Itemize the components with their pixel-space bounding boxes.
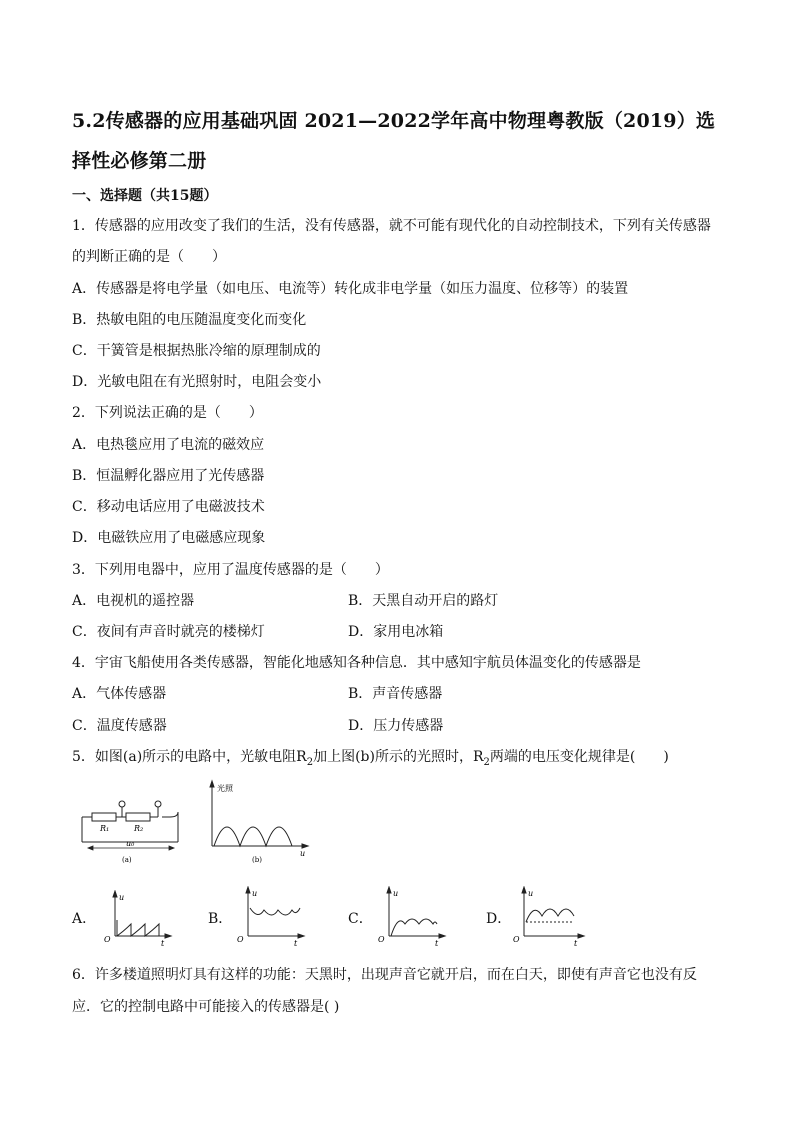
- q5-option-c-graph: [377, 886, 447, 946]
- section-heading: 一、选择题（共15题）: [72, 188, 218, 204]
- opt-b-axis-u: u: [252, 889, 258, 898]
- q1-option-b: B．热敏电阻的电压随温度变化而变化: [72, 312, 307, 328]
- q4-option-b: B．声音传感器: [348, 686, 443, 702]
- q3-option-b: B．天黑自动开启的路灯: [348, 593, 499, 609]
- q1-stem-line2: 的判断正确的是（ ）: [72, 249, 226, 265]
- q3-option-d: D．家用电冰箱: [348, 624, 444, 640]
- figure-b-light-graph: [204, 778, 314, 868]
- opt-a-origin: O: [104, 935, 111, 944]
- q5-option-b-label: B．: [208, 911, 233, 927]
- q2-option-c: C．移动电话应用了电磁波技术: [72, 499, 265, 515]
- fig-b-ylabel: 光照: [217, 784, 233, 793]
- q2-stem: 2．下列说法正确的是（ ）: [72, 405, 263, 421]
- q6-stem-line1: 6．许多楼道照明灯具有这样的功能：天黑时，出现声音它就开启，而在白天，即使有声音它也没有反: [72, 967, 697, 983]
- opt-c-axis-u: u: [393, 889, 399, 898]
- q5-option-b-graph: [236, 886, 306, 946]
- q2-option-a: A．电热毯应用了电流的磁效应: [72, 437, 265, 453]
- q4-option-a: A．气体传感器: [72, 686, 167, 702]
- q1-option-d: D．光敏电阻在有光照射时，电阻会变小: [72, 374, 322, 390]
- q5-option-d-label: D．: [486, 911, 512, 927]
- opt-c-axis-t: t: [435, 939, 439, 946]
- fig-b-xlabel: u: [300, 849, 306, 858]
- figure-a-circuit: [78, 790, 188, 868]
- opt-b-origin: O: [237, 935, 244, 944]
- fig-a-u0-label: u₀: [126, 839, 135, 848]
- opt-b-axis-t: t: [294, 939, 298, 946]
- q5-stem-part1: 5．如图(a)所示的电路中，光敏电阻R: [72, 749, 307, 765]
- page-title: 5.2传感器的应用基础巩固 2021—2022学年高中物理粤教版（2019）选择性必修第二册: [72, 110, 716, 172]
- q5-sub2: 2: [483, 756, 490, 768]
- fig-a-caption: (a): [122, 856, 132, 864]
- q1-stem-line1: 1．传感器的应用改变了我们的生活，没有传感器，就不可能有现代化的自动控制技术，下列有关传感器: [72, 218, 711, 234]
- q5-stem-part2: 加上图(b)所示的光照时，R: [313, 749, 484, 765]
- q1-option-a: A．传感器是将电学量（如电压、电流等）转化成非电学量（如压力温度、位移等）的装置: [72, 281, 629, 297]
- q2-option-b: B．恒温孵化器应用了光传感器: [72, 468, 265, 484]
- fig-a-r1-label: R₁: [100, 824, 110, 833]
- opt-d-axis-u: u: [528, 889, 534, 898]
- q5-stem-part3: 两端的电压变化规律是( ): [489, 749, 669, 765]
- fig-b-caption: (b): [252, 856, 262, 864]
- q5-option-c-label: C．: [348, 911, 373, 927]
- q3-option-c: C．夜间有声音时就亮的楼梯灯: [72, 624, 265, 640]
- opt-d-axis-t: t: [574, 939, 578, 946]
- opt-c-origin: O: [378, 935, 385, 944]
- q1-option-c: C．干簧管是根据热胀冷缩的原理制成的: [72, 343, 321, 359]
- q5-sub1: 2: [306, 756, 314, 768]
- q4-option-c: C．温度传感器: [72, 718, 167, 734]
- q5-stem: [72, 748, 669, 772]
- q4-stem: 4．宇宙飞船使用各类传感器，智能化地感知各种信息．其中感知宇航员体温变化的传感器是: [72, 655, 641, 671]
- q3-option-a: A．电视机的遥控器: [72, 593, 195, 609]
- q5-option-a-label: A．: [72, 911, 97, 927]
- q4-option-d: D．压力传感器: [348, 718, 444, 734]
- q6-stem-line2: 应．它的控制电路中可能接入的传感器是( ): [72, 999, 340, 1015]
- q2-option-d: D．电磁铁应用了电磁感应现象: [72, 530, 266, 546]
- fig-a-r2-label: R₂: [134, 824, 144, 833]
- opt-a-axis-t: t: [161, 939, 165, 946]
- opt-a-axis-u: u: [119, 893, 125, 902]
- opt-d-origin: O: [513, 935, 520, 944]
- q3-stem: 3．下列用电器中，应用了温度传感器的是（ ）: [72, 562, 389, 578]
- q5-option-a-graph: [103, 890, 173, 946]
- q5-option-d-graph: [512, 886, 586, 946]
